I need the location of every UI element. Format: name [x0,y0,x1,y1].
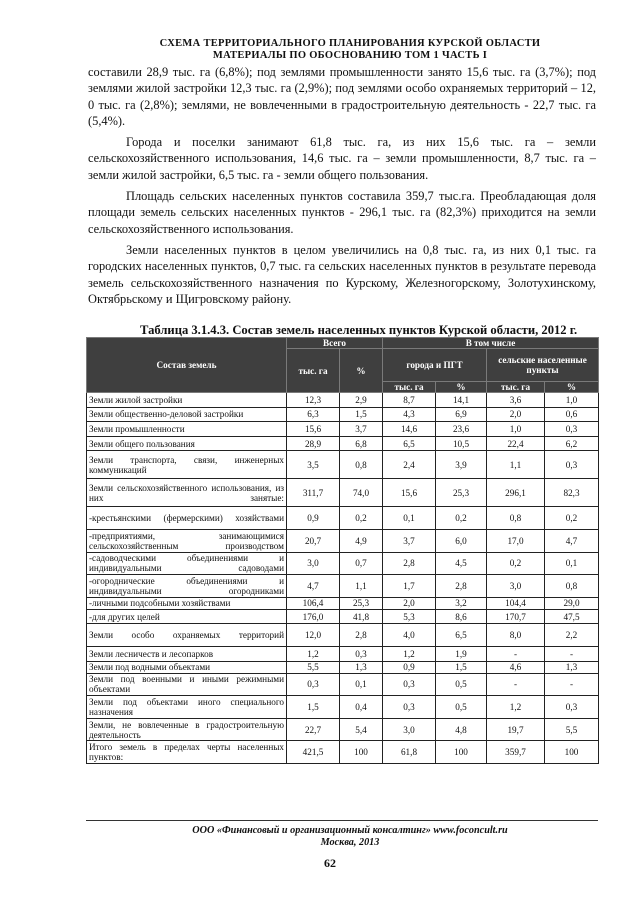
cell-total-tys-ga: 5,5 [287,661,340,673]
header-rural-tys-ga: тыс. га [487,382,545,393]
cell-rural-pct: 82,3 [545,479,599,507]
table-row [87,479,599,507]
cell-total-tys-ga: 4,7 [287,575,340,598]
cell-rural-tys-ga: 359,7 [487,741,545,764]
cell-total-pct: 3,7 [340,422,383,437]
table-row [87,575,599,598]
cell-rural-pct: 0,3 [545,422,599,437]
cell-total-tys-ga: 311,7 [287,479,340,507]
cell-total-pct: 1,5 [340,407,383,422]
row-label: -для других целей [87,609,287,624]
cell-total-pct: 0,7 [340,552,383,575]
cell-rural-tys-ga: 0,8 [487,507,545,530]
footer-city-year: Москва, 2013 [320,837,380,848]
row-label: Земли лесничеств и лесопарков [87,646,287,661]
paragraph: составили 28,9 тыс. га (6,8%); под землями промышленности занято 15,6 тыс. га (3,7%); под землями жилой застройки 12,3 тыс. га (2,9%); под землями особо охраняемых территорий – 12, 0 тыс. га (2,8%); землями, не вовлеченными в градостроительную деятельность - 22,7 тыс. га (5,4%). [88,65,596,128]
cell-cities-tys-ga: 0,3 [383,696,436,719]
paragraph: Площадь сельских населенных пунктов составила 359,7 тыс.га. Преобладающая доля площади земель сельских населенных пунктов - 296,1 тыс. га (82,3%) приходится на земли сельскохозяйственного использования. [88,189,596,236]
cell-total-tys-ga: 3,5 [287,451,340,479]
cell-cities-pct: 3,2 [436,597,487,609]
cell-cities-pct: 14,1 [436,393,487,408]
cell-total-pct: 0,8 [340,451,383,479]
cell-rural-pct: 100 [545,741,599,764]
cell-rural-tys-ga: 3,0 [487,575,545,598]
cell-cities-tys-ga: 14,6 [383,422,436,437]
cell-rural-tys-ga: - [487,646,545,661]
cell-total-pct: 0,3 [340,646,383,661]
cell-total-pct: 0,4 [340,696,383,719]
row-label: -крестьянскими (фермерскими) хозяйствами [87,507,287,530]
cell-rural-tys-ga: 17,0 [487,529,545,552]
table-row [87,661,599,673]
cell-total-tys-ga: 28,9 [287,436,340,451]
row-label: Земли под водными объектами [87,661,287,673]
cell-cities-tys-ga: 15,6 [383,479,436,507]
header-cities-pct: % [436,382,487,393]
footer-company: ООО «Финансовый и организационный консалтинг» www.foconcult.ru [192,825,508,836]
cell-total-tys-ga: 0,3 [287,673,340,696]
cell-cities-tys-ga: 2,8 [383,552,436,575]
cell-rural-pct: 6,2 [545,436,599,451]
cell-total-pct: 1,1 [340,575,383,598]
cell-total-tys-ga: 1,5 [287,696,340,719]
header-total-tys-ga: тыс. га [287,349,340,393]
cell-total-tys-ga: 106,4 [287,597,340,609]
footer-divider [86,820,598,821]
table-row [87,451,599,479]
cell-rural-tys-ga: 19,7 [487,718,545,741]
cell-total-pct: 2,8 [340,624,383,647]
cell-rural-tys-ga: 3,6 [487,393,545,408]
row-label: Итого земель в пределах черты населенных пунктов: [87,741,287,764]
cell-cities-pct: 100 [436,741,487,764]
cell-total-tys-ga: 0,9 [287,507,340,530]
header-cities: города и ПГТ [383,349,487,382]
row-label: Земли общего пользования [87,436,287,451]
cell-total-pct: 41,8 [340,609,383,624]
cell-total-tys-ga: 176,0 [287,609,340,624]
cell-rural-tys-ga: 0,2 [487,552,545,575]
cell-rural-pct: - [545,646,599,661]
cell-rural-pct: 0,2 [545,507,599,530]
cell-rural-tys-ga: - [487,673,545,696]
cell-rural-pct: 0,1 [545,552,599,575]
cell-cities-tys-ga: 6,5 [383,436,436,451]
row-label: Земли жилой застройки [87,393,287,408]
cell-total-pct: 2,9 [340,393,383,408]
cell-cities-pct: 1,5 [436,661,487,673]
cell-cities-tys-ga: 3,0 [383,718,436,741]
row-label: Земли промышленности [87,422,287,437]
cell-cities-pct: 2,8 [436,575,487,598]
cell-cities-pct: 0,5 [436,673,487,696]
cell-total-pct: 5,4 [340,718,383,741]
cell-rural-pct: 2,2 [545,624,599,647]
row-label: -садоводческими объединениями и индивидуальными садоводами [87,552,287,575]
cell-rural-tys-ga: 170,7 [487,609,545,624]
body-text [88,64,596,312]
header-composition: Состав земель [87,338,287,393]
cell-total-tys-ga: 3,0 [287,552,340,575]
table-row [87,507,599,530]
cell-rural-pct: 0,6 [545,407,599,422]
table-body [87,393,599,764]
cell-rural-pct: 1,3 [545,661,599,673]
cell-cities-tys-ga: 0,1 [383,507,436,530]
row-label: Земли сельскохозяйственного использования, из них занятые: [87,479,287,507]
cell-total-tys-ga: 15,6 [287,422,340,437]
cell-cities-pct: 6,9 [436,407,487,422]
header-total: Всего [287,338,383,349]
row-label: -огороднические объединениями и индивидуальными огородниками [87,575,287,598]
cell-cities-pct: 6,0 [436,529,487,552]
table-row [87,597,599,609]
cell-cities-tys-ga: 5,3 [383,609,436,624]
table-row [87,436,599,451]
cell-cities-tys-ga: 8,7 [383,393,436,408]
cell-cities-tys-ga: 3,7 [383,529,436,552]
cell-total-tys-ga: 22,7 [287,718,340,741]
row-label: -личными подсобными хозяйствами [87,597,287,609]
cell-cities-pct: 4,8 [436,718,487,741]
cell-total-pct: 6,8 [340,436,383,451]
cell-total-pct: 74,0 [340,479,383,507]
cell-cities-tys-ga: 61,8 [383,741,436,764]
cell-cities-pct: 0,2 [436,507,487,530]
cell-cities-tys-ga: 0,9 [383,661,436,673]
cell-rural-pct: 4,7 [545,529,599,552]
row-label: Земли транспорта, связи, инженерных коммуникаций [87,451,287,479]
paragraph: Города и поселки занимают 61,8 тыс. га, из них 15,6 тыс. га – земли сельскохозяйственного использования, 14,6 тыс. га – земли промышленности, 8,7 тыс. га – земли жилой застройки, 6,5 тыс. га - земли общего пользования. [88,135,596,182]
cell-total-pct: 1,3 [340,661,383,673]
cell-total-pct: 0,2 [340,507,383,530]
cell-total-tys-ga: 12,3 [287,393,340,408]
cell-cities-pct: 25,3 [436,479,487,507]
cell-rural-tys-ga: 1,2 [487,696,545,719]
row-label: Земли особо охраняемых территорий [87,624,287,647]
row-label: Земли под военными и иными режимными объектами [87,673,287,696]
table-row [87,407,599,422]
cell-rural-tys-ga: 2,0 [487,407,545,422]
paragraph: Земли населенных пунктов в целом увеличились на 0,8 тыс. га, из них 0,1 тыс. га городских населенных пунктов, 0,7 тыс. га сельских населенных пунктов в результате перевода земель сельскохозяйственного назначения по Курскому, Железногорскому, Золотухинскому, Октябрьскому и Щигровскому району. [88,242,596,306]
page-number: 62 [324,856,336,870]
table-row [87,624,599,647]
table-caption: Таблица 3.1.4.3. Состав земель населенных пунктов Курской области, 2012 г. [140,323,578,337]
cell-rural-tys-ga: 1,1 [487,451,545,479]
row-label: Земли общественно-деловой застройки [87,407,287,422]
cell-rural-tys-ga: 4,6 [487,661,545,673]
table-row [87,718,599,741]
header-including: В том числе [383,338,599,349]
table-row [87,673,599,696]
table-row [87,529,599,552]
table-row [87,696,599,719]
row-label: -предприятиями, занимающимися сельскохозяйственным производством [87,529,287,552]
cell-cities-pct: 8,6 [436,609,487,624]
table-row [87,422,599,437]
table-row [87,393,599,408]
cell-rural-pct: 0,3 [545,451,599,479]
cell-rural-pct: 1,0 [545,393,599,408]
cell-rural-pct: 29,0 [545,597,599,609]
cell-cities-pct: 10,5 [436,436,487,451]
cell-cities-tys-ga: 1,7 [383,575,436,598]
cell-total-pct: 25,3 [340,597,383,609]
cell-cities-tys-ga: 0,3 [383,673,436,696]
cell-cities-pct: 4,5 [436,552,487,575]
cell-cities-pct: 6,5 [436,624,487,647]
table-row [87,609,599,624]
header-cities-tys-ga: тыс. га [383,382,436,393]
cell-total-tys-ga: 6,3 [287,407,340,422]
row-label: Земли, не вовлеченные в градостроительную деятельность [87,718,287,741]
cell-total-pct: 100 [340,741,383,764]
cell-rural-pct: - [545,673,599,696]
cell-total-tys-ga: 12,0 [287,624,340,647]
cell-rural-pct: 0,8 [545,575,599,598]
cell-total-tys-ga: 1,2 [287,646,340,661]
cell-total-tys-ga: 20,7 [287,529,340,552]
header-rural: сельские населенные пункты [487,349,599,382]
cell-rural-tys-ga: 1,0 [487,422,545,437]
table-header [87,338,599,393]
header-rural-pct: % [545,382,599,393]
cell-total-tys-ga: 421,5 [287,741,340,764]
cell-cities-pct: 0,5 [436,696,487,719]
cell-rural-tys-ga: 22,4 [487,436,545,451]
cell-cities-tys-ga: 2,4 [383,451,436,479]
cell-total-pct: 0,1 [340,673,383,696]
row-label: Земли под объектами иного специального назначения [87,696,287,719]
table-row [87,646,599,661]
cell-cities-tys-ga: 4,3 [383,407,436,422]
cell-cities-tys-ga: 4,0 [383,624,436,647]
cell-cities-tys-ga: 2,0 [383,597,436,609]
cell-rural-pct: 0,3 [545,696,599,719]
document-header-subtitle: МАТЕРИАЛЫ ПО ОБОСНОВАНИЮ ТОМ 1 ЧАСТЬ I [212,50,488,61]
cell-rural-pct: 47,5 [545,609,599,624]
cell-rural-tys-ga: 104,4 [487,597,545,609]
land-composition-table [86,337,599,764]
header-total-pct: % [340,349,383,393]
cell-cities-pct: 1,9 [436,646,487,661]
cell-rural-tys-ga: 8,0 [487,624,545,647]
cell-rural-pct: 5,5 [545,718,599,741]
table-row [87,741,599,764]
cell-total-pct: 4,9 [340,529,383,552]
table-row [87,552,599,575]
cell-rural-tys-ga: 296,1 [487,479,545,507]
cell-cities-tys-ga: 1,2 [383,646,436,661]
document-header-title: СХЕМА ТЕРРИТОРИАЛЬНОГО ПЛАНИРОВАНИЯ КУРСКОЙ ОБЛАСТИ [159,38,541,49]
cell-cities-pct: 23,6 [436,422,487,437]
cell-cities-pct: 3,9 [436,451,487,479]
